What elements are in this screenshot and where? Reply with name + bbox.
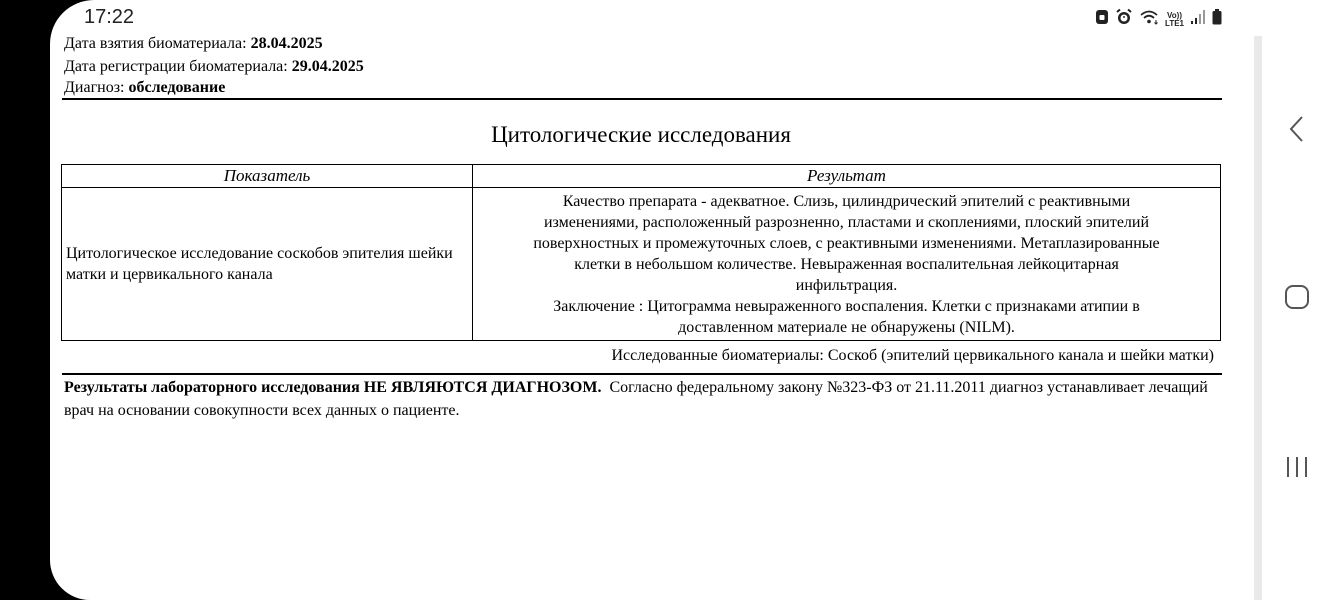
header-result: Результат xyxy=(473,165,1221,188)
registration-date-value: 29.04.2025 xyxy=(291,58,364,75)
disclaimer-text: Согласно федеральному закону №323-ФЗ от 21.11.2011 диагноз устанавливает лечащий врач на основании совокупности всех данных о пациенте. xyxy=(64,379,1208,419)
back-button[interactable] xyxy=(1262,114,1332,144)
indicator-cell: Цитологическое исследование соскобов эпителия шейки матки и цервикального канала xyxy=(62,188,473,341)
biomaterial-date: Дата взятия биоматериала: 28.04.2025 xyxy=(64,35,323,52)
recents-button[interactable] xyxy=(1262,455,1332,479)
biomaterial-date-value: 28.04.2025 xyxy=(250,35,323,52)
diagnosis-value: обследование xyxy=(128,79,226,96)
recents-icon xyxy=(1284,455,1310,479)
battery-icon xyxy=(1212,9,1222,30)
result-line: инфильтрация. xyxy=(795,276,898,294)
result-line: поверхностных и промежуточных слоев, с реактивными изменениями. Метаплазированные xyxy=(533,234,1160,252)
result-cell xyxy=(473,188,1221,341)
status-icons xyxy=(1095,8,1222,31)
home-icon xyxy=(1284,284,1310,310)
result-line: Качество препарата - адекватное. Слизь, цилиндрический эпителий с реактивными xyxy=(562,192,1131,210)
divider xyxy=(62,98,1222,100)
result-line: клетки в небольшом количестве. Невыраженная воспалительная лейкоцитарная xyxy=(574,255,1119,273)
disclaimer-bold: Результаты лабораторного исследования НЕ ЯВЛЯЮТСЯ ДИАГНОЗОМ. xyxy=(64,379,602,396)
header-indicator: Показатель xyxy=(62,165,473,188)
table-row xyxy=(62,188,1221,341)
network-type: Vo)) LTE1 xyxy=(1165,10,1184,28)
home-button[interactable] xyxy=(1262,284,1332,310)
scroll-strip xyxy=(1254,36,1262,600)
result-line: изменениями, расположенный разрозненно, пластами и скоплениями, плоский эпителий xyxy=(543,213,1150,231)
diagnosis: Диагноз: обследование xyxy=(64,79,226,96)
registration-date: Дата регистрации биоматериала: 29.04.2025 xyxy=(64,58,364,75)
alarm-icon xyxy=(1115,8,1133,31)
lock-icon xyxy=(1095,9,1109,30)
wifi-icon xyxy=(1139,9,1159,30)
back-icon xyxy=(1287,114,1307,144)
biomaterials-note: Исследованные биоматериалы: Соскоб (эпителий цервикального канала и шейки матки) xyxy=(611,347,1214,364)
signal-icon xyxy=(1190,10,1206,29)
section-title: Цитологические исследования xyxy=(491,122,791,147)
document-viewer[interactable] xyxy=(50,0,1262,600)
results-table xyxy=(61,164,1221,341)
disclaimer xyxy=(64,376,1224,422)
result-line: доставленном материале не обнаружены (NILM). xyxy=(678,318,1015,336)
status-time: 17:22 xyxy=(84,6,135,28)
result-line: Заключение : Цитограмма невыраженного воспаления. Клетки с признаками атипии в xyxy=(553,297,1140,315)
navigation-bar xyxy=(1262,0,1332,600)
divider xyxy=(62,373,1222,375)
